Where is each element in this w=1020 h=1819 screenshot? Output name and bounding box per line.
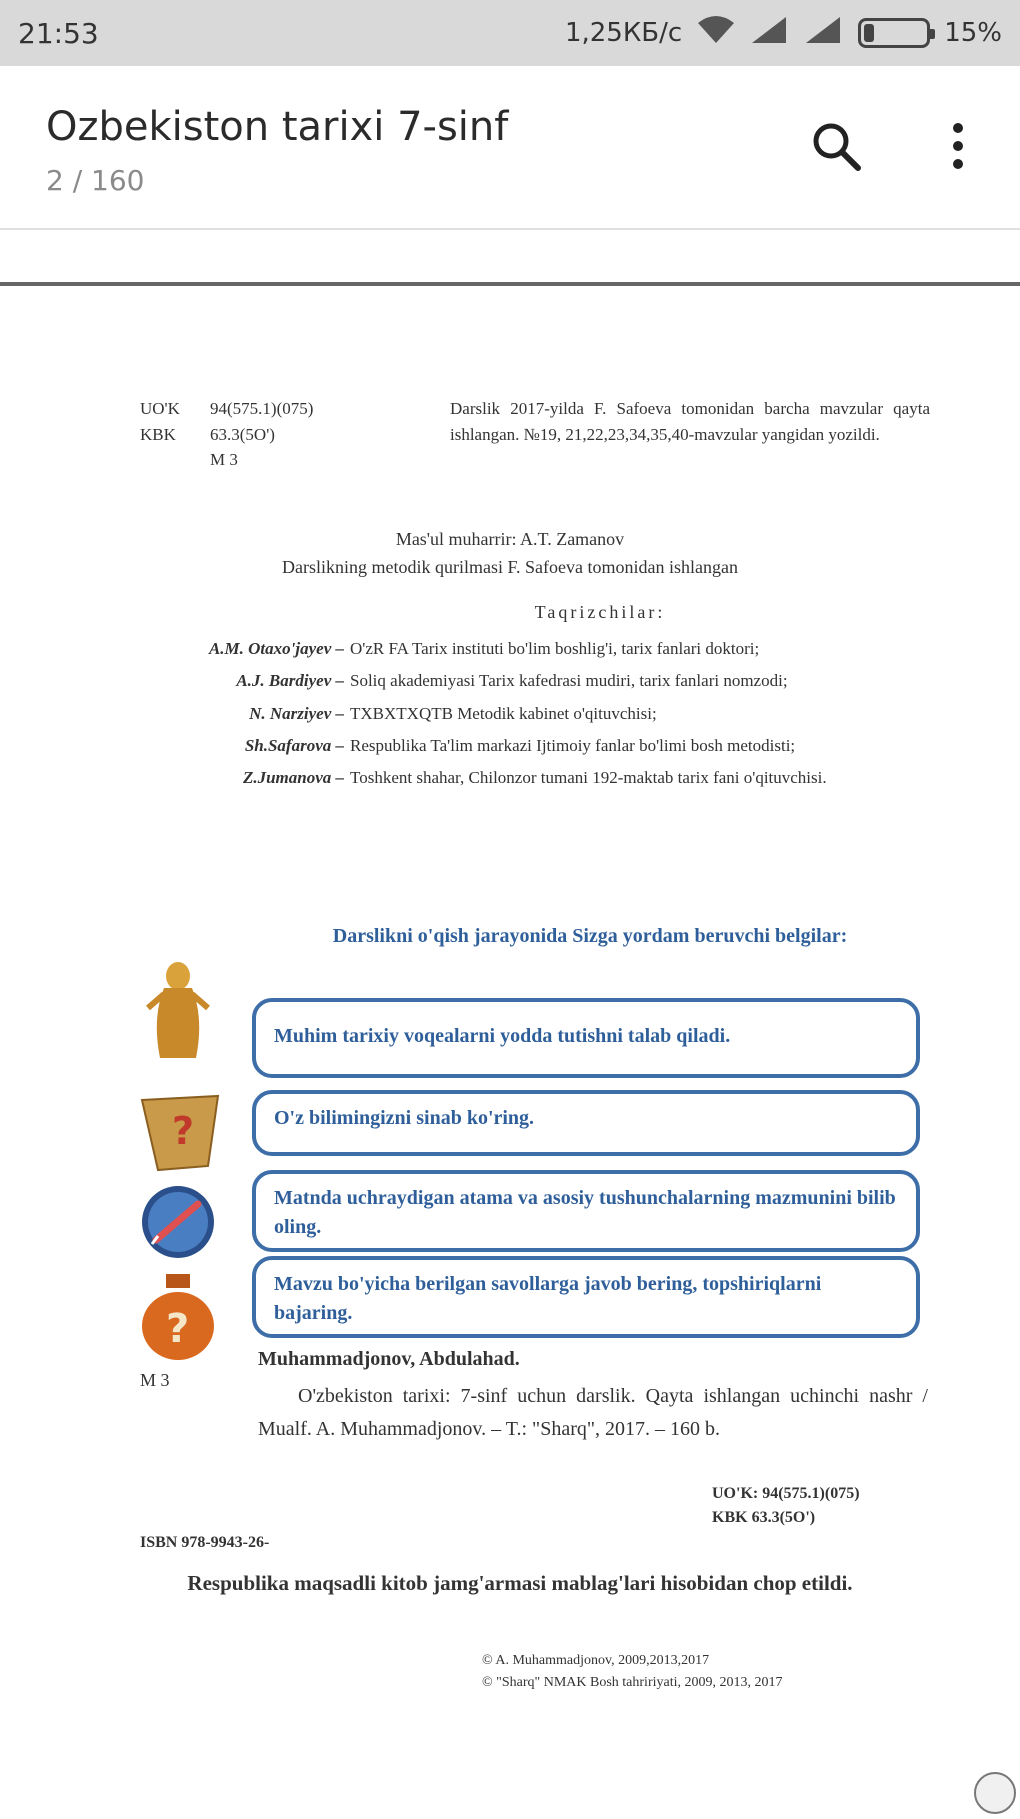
revision-note: Darslik 2017-yilda F. Safoeva tomonidan barcha mavzular qayta ishlangan. №19, 21,22,23,34,35,40-mavzular yangidan yozildi. (450, 399, 930, 444)
sign-box-terms: Matnda uchraydigan atama va asosiy tushunchalarning mazmunini bilib oling. (252, 1170, 920, 1252)
reviewer-row: A.M. Otaxo'jayev – O'zR FA Tarix instituti bo'lim boshlig'i, tarix fanlari doktori; (208, 639, 760, 658)
copyright: © A. Muhammadjonov, 2009,2013,2017 © "Sharq" NMAK Bosh tahririyati, 2009, 2013, 2017 (482, 1653, 783, 1690)
status-icons (565, 15, 1002, 52)
legend-heading: Darslikni o'qish jarayonida Sizga yordam beruvchi belgilar: (332, 925, 848, 947)
bib-row: UO'K 94(575.1)(075) (140, 399, 314, 418)
editor-info (0, 526, 1020, 582)
net-speed: 1,25КБ/с (564, 18, 683, 48)
app-bar (0, 66, 1020, 230)
floating-action-button[interactable] (974, 1772, 1016, 1814)
signal-icon-2 (804, 15, 844, 52)
search-button[interactable] (806, 116, 866, 176)
funding-note: Respublika maqsadli kitob jamg'armasi mablag'lari hisobidan chop etildi. (187, 1571, 853, 1595)
sign-box-test-knowledge: O'z bilimingizni sinab ko'ring. (252, 1090, 920, 1156)
methodology-line: Darslikning metodik qurilmasi F. Safoeva tomonidan ishlangan (282, 556, 738, 577)
reviewer-row: Sh.Safarova – Respublika Ta'lim markazi Ijtimoiy fanlar bo'limi bosh metodisti; (244, 736, 796, 756)
editor-line: Mas'ul muharrir: A.T. Zamanov (395, 529, 625, 549)
wifi-icon (696, 15, 736, 52)
bib-row: M 3 (210, 450, 238, 469)
vase-question-icon (138, 1272, 218, 1364)
status-time: 21:53 (18, 16, 99, 50)
svg-text:?: ? (166, 1306, 190, 1352)
sign-box-remember: Muhim tarixiy voqealarni yodda tutishni talab qiladi. (252, 998, 920, 1078)
isbn: ISBN 978-9943-26- (140, 1534, 270, 1551)
reviewers-heading: Taqrizchilar: (534, 602, 666, 622)
svg-text:?: ? (172, 1109, 195, 1153)
more-options-button[interactable] (930, 116, 986, 176)
battery-icon (858, 18, 930, 48)
classification-codes: UO'K: 94(575.1)(075) KBK 63.3(5O') (712, 1485, 860, 1526)
reviewers-list (140, 636, 930, 798)
document-page[interactable] (0, 286, 1020, 1819)
page-counter: 2 / 160 (46, 164, 145, 197)
reviewer-row: Z.Jumanova – Toshkent shahar, Chilonzor tumani 192-maktab tarix fani o'qituvchisi. (242, 768, 827, 788)
map-question-icon (138, 1092, 222, 1176)
status-bar (0, 0, 1020, 66)
battery-percent: 15% (944, 18, 1002, 48)
more-vert-icon (951, 121, 965, 171)
document-title: Ozbekiston tarixi 7-sinf (46, 104, 509, 150)
author-name: Muhammadjonov, Abdulahad. (258, 1348, 520, 1370)
reviewer-row: N. Narziyev – TXBXTXQTB Metodik kabinet o'qituvchisi; (249, 703, 657, 723)
bib-row: KBK 63.3(5O') (140, 424, 275, 444)
sign-box-questions: Mavzu bo'yicha berilgan savollarga javob bering, topshiriqlarni bajaring. (252, 1256, 920, 1338)
reviewer-row: A.J. Bardiyev – Soliq akademiyasi Tarix kafedrasi mudiri, tarix fanlari nomzodi; (236, 671, 788, 691)
catalog-code: M 3 (140, 1370, 170, 1390)
bibliographic-codes (140, 396, 360, 473)
search-icon (810, 120, 862, 172)
statuette-icon (138, 958, 218, 1058)
pen-globe-icon (138, 1182, 218, 1262)
signal-icon (750, 15, 790, 52)
book-description: O'zbekiston tarixi: 7-sinf uchun darslik. Qayta ishlangan uchinchi nashr / Mualf. A. Muhammadjonov. – T.: "Sharq", 2017. – 160 b. (258, 1385, 928, 1440)
